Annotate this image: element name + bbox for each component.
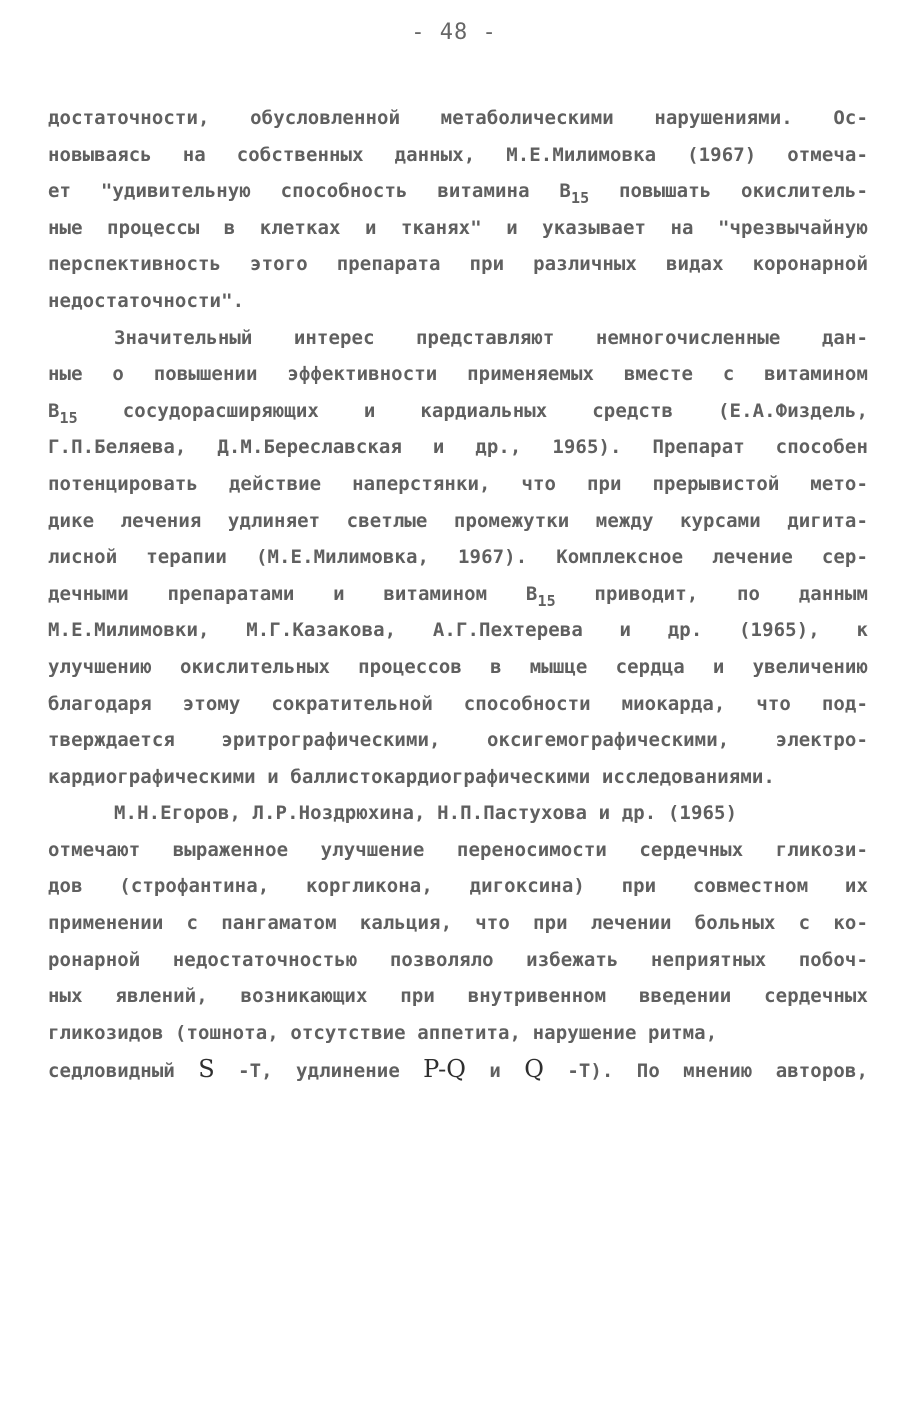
text-segment: -Т, удлинение <box>214 1060 424 1083</box>
text-line: ные процессы в клетках и тканях" и указывает на "чрезвычайную <box>48 216 868 239</box>
subscript: 15 <box>537 591 556 610</box>
text-segment: В <box>48 399 60 422</box>
text-segment: седловидный <box>48 1060 199 1083</box>
text-line: гликозидов (тошнота, отсутствие аппетита, нарушение ритма, <box>48 1021 718 1044</box>
text-line: перспективность этого препарата при различных видах коронарной <box>48 253 868 276</box>
body-text <box>48 100 868 1088</box>
text-line: лисной терапии (М.Е.Милимовка, 1967). Комплексное лечение сер- <box>48 546 868 569</box>
page-number: - 48 - <box>411 20 497 45</box>
handwritten-symbol: S <box>198 1055 215 1084</box>
text-segment: -Т). По мнению авторов, <box>544 1060 869 1083</box>
text-line <box>48 173 868 210</box>
text-line: ронарной недостаточностью позволяло избежать неприятных побоч- <box>48 948 868 971</box>
text-segment: сосудорасширяющих и кардиальных средств (Е.А.Физдель, <box>77 399 868 422</box>
handwritten-symbol: P-Q <box>423 1055 467 1084</box>
text-line: ные о повышении эффективности применяемых вместе с витамином <box>48 363 868 386</box>
text-line: недостаточности". <box>48 289 245 312</box>
text-line: дике лечения удлиняет светлые промежутки между курсами дигита- <box>48 509 868 532</box>
text-line: благодаря этому сократительной способности миокарда, что под- <box>48 692 868 715</box>
text-segment: и <box>466 1060 525 1083</box>
text-line: отмечают выраженное улучшение переносимости сердечных гликози- <box>48 838 868 861</box>
text-line: кардиографическими и баллистокардиографическими исследованиями. <box>48 765 775 788</box>
text-line: Значительный интерес представляют немногочисленные дан- <box>114 326 868 349</box>
text-line <box>48 393 868 430</box>
handwritten-symbol: Q <box>524 1055 545 1084</box>
subscript: 15 <box>59 408 78 427</box>
text-line-last <box>48 1051 868 1088</box>
text-line: потенцировать действие наперстянки, что при прерывистой мето- <box>48 472 868 495</box>
text-segment: повышать окислитель- <box>589 180 868 203</box>
text-line: М.Н.Егоров, Л.Р.Ноздрюхина, Н.П.Пастухова и др. (1965) <box>114 802 738 825</box>
text-line: достаточности, обусловленной метаболическими нарушениями. Ос- <box>48 107 868 129</box>
subscript: 15 <box>570 189 590 208</box>
text-line <box>48 576 868 613</box>
text-line: дов (строфантина, коргликона, дигоксина) при совместном их <box>48 875 868 898</box>
text-line: Г.П.Беляева, Д.М.Береславская и др., 1965). Препарат способен <box>48 436 868 459</box>
text-line: применении с пангаматом кальция, что при лечении больных с ко- <box>48 912 868 935</box>
text-segment: приводит, по данным <box>555 582 868 605</box>
text-line: М.Е.Милимовки, М.Г.Казакова, А.Г.Пехтерева и др. (1965), к <box>48 619 868 642</box>
text-line: новываясь на собственных данных, М.Е.Милимовка (1967) отмеча- <box>48 143 868 166</box>
text-segment: дечными препаратами и витамином В <box>48 582 538 605</box>
text-line: тверждается эритрографическими, оксигемографическими, электро- <box>48 729 868 752</box>
text-line: улучшению окислительных процессов в мышце сердца и увеличению <box>48 655 868 678</box>
text-segment: ет "удивительную способность витамина В <box>48 180 571 203</box>
text-line: ных явлений, возникающих при внутривенном введении сердечных <box>48 985 868 1008</box>
